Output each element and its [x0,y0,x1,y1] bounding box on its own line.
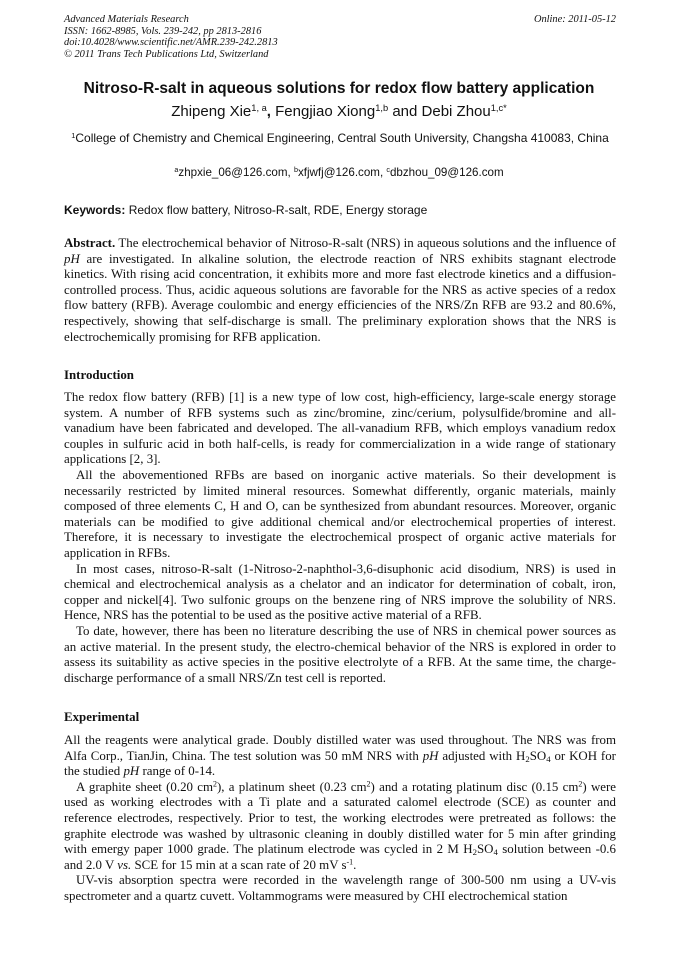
abstract-ph: pH [64,251,80,266]
intro-paragraph: To date, however, there has been no literature describing the use of NRS in chemical power sources as an active material. In the present study, the electro-chemical behavior of the NRS is explored in order to assess its suitability as active species in the positive electrolyte of a RFB. At the same time, the charge-discharge performance of a small NRS/Zn test cell is reported. [64,623,616,685]
doi-line: doi:10.4028/www.scientific.net/AMR.239-242.2813 [64,37,278,49]
intro-paragraph: The redox flow battery (RFB) [1] is a new type of low cost, high-efficiency, large-scale energy storage system. A number of RFB systems such as zinc/bromine, zinc/cerium, polysulfide/bromine and all-vanadium have been fabricated and developed. The all-vanadium RFB, which employs vanadium redox couples in sulfuric acid in both half-cells, is ready for commercialization in a wide range of stationary applications [2, 3]. [64,390,616,467]
issn-line: ISSN: 1662-8985, Vols. 239-242, pp 2813-2816 [64,25,262,37]
email-sup: a [174,165,179,175]
abstract-text-1: The electrochemical behavior of Nitroso-R-salt (NRS) in aqueous solutions and the influence of [118,236,616,250]
author-affil-sup: 1,c* [490,102,507,113]
email-sup: b [293,165,298,175]
author-name: Zhipeng Xie [171,103,252,120]
email-list: $^a$zhpxie_06@126.com, $^b$xfjwfj@126.com, $^c$dbzhou_09@126.com [174,165,504,179]
keywords-label: Keywords: [64,203,126,217]
author-separator: , [266,103,271,120]
journal-header [64,14,616,60]
email-sup: c [386,165,390,175]
email-address: xfjwfj@126.com [297,166,380,179]
author-and: and [392,103,418,120]
author-name: Debi Zhou [421,103,491,120]
copyright-line: © 2011 Trans Tech Publications Ltd, Switzerland [64,48,269,60]
introduction-heading: Introduction [64,368,134,382]
abstract-text-2: are investigated. In alkaline solution, the electrode reaction of NRS exhibits stagnant electrode kinetics. With rising acid concentration, it exhibits more and more fast electrode kinetics and a diffusion-controlled process. Thus, acidic aqueous solutions are favorable for the NRS as active species of a redox flow battery (RFB). Average coulombic and energy efficiencies of the NRS/Zn RFB are 93.2 and 80.6%, respectively, showing that self-discharge is small. The preliminary exploration shows that the NRS is electrochemically promising for RFB application. [64,251,616,344]
abstract [64,236,616,345]
journal-name: Advanced Materials Research [64,14,189,25]
exp-paragraph-1: All the reagents were analytical grade. Doubly distilled water was used throughout. The NRS was from Alfa Corp., TianJin, China. The test solution was 50 mM NRS with pH adjusted with $H_2SO_4$ or KOH for the studied pH range of 0-14. [64,733,616,779]
experimental-heading: Experimental [64,710,140,724]
affiliation [64,130,616,146]
author-affil-sup: 1, a [251,102,267,113]
intro-paragraph: In most cases, nitroso-R-salt (1-Nitroso-2-naphthol-3,6-disuphonic acid disodium, NRS) is used in chemical and electrochemical analysis as a chelator and an indicator for determination of cobalt, iron, copper and nickel[4]. Two sulfonic groups on the benzene ring of NRS improve the solubility of NRS. Hence, NRS has the potential to be used as the positive active material of a RFB. [64,561,616,623]
author-list [40,103,638,120]
online-date: Online: 2011-05-12 [533,14,616,25]
experimental-body [64,733,616,905]
email-address: dbzhou_09@126.com [389,166,504,179]
email-address: zhpxie_06@126.com [178,166,288,179]
intro-paragraph: All the abovementioned RFBs are based on inorganic active materials. So their development is necessarily restricted by limited mineral resources. Somewhat differently, organic materials, mainly composed of three elements C, H and O, can be synthesized from abundant resources. Moreover, organic materials can be modified to give additional chemical and/or electrochemical properties of interest. Therefore, it is necessary to investigate the electrochemical prospect of organic active materials for application in RFBs. [64,467,616,560]
paper-title: Nitroso-R-salt in aqueous solutions for redox flow battery application [83,80,595,97]
author-name: Fengjiao Xiong [275,103,376,120]
affiliation-sup: 1 [71,130,76,140]
affiliation-text: College of Chemistry and Chemical Engineering, Central South University, Changsha 410083, China [75,131,609,145]
abstract-label: Abstract. [64,236,116,250]
exp-paragraph-3: UV-vis absorption spectra were recorded in the wavelength range of 300-500 nm using a UV-vis spectrometer and a quartz cuvett. Voltammograms were measured by CHI electrochemical station [64,873,616,903]
introduction-body [64,390,616,686]
keywords [64,203,616,217]
author-affil-sup: 1,b [375,102,389,113]
exp-paragraph-2: A graphite sheet (0.20 $cm^2$), a platinum sheet (0.23 $cm^2$) and a rotating platinum disc (0.15 $cm^2$) were used as working electrodes with a Ti plate and a saturated calomel electrode (SCE) as counter and reference electrodes, respectively. Prior to test, the working electrodes were pretreated as follows: the graphite electrode was washed by ultrasonic cleaning in doubly distilled water for 5 min after grinding with emergy paper 1000 grade. The platinum electrode was cycled in 2 M $H_2SO_4$ solution between -0.6 and 2.0 V vs. SCE for 15 min at a scan rate of 20 mV $s^{-1}$. [64,779,617,872]
keywords-text: Redox flow battery, Nitroso-R-salt, RDE, Energy storage [128,203,428,217]
